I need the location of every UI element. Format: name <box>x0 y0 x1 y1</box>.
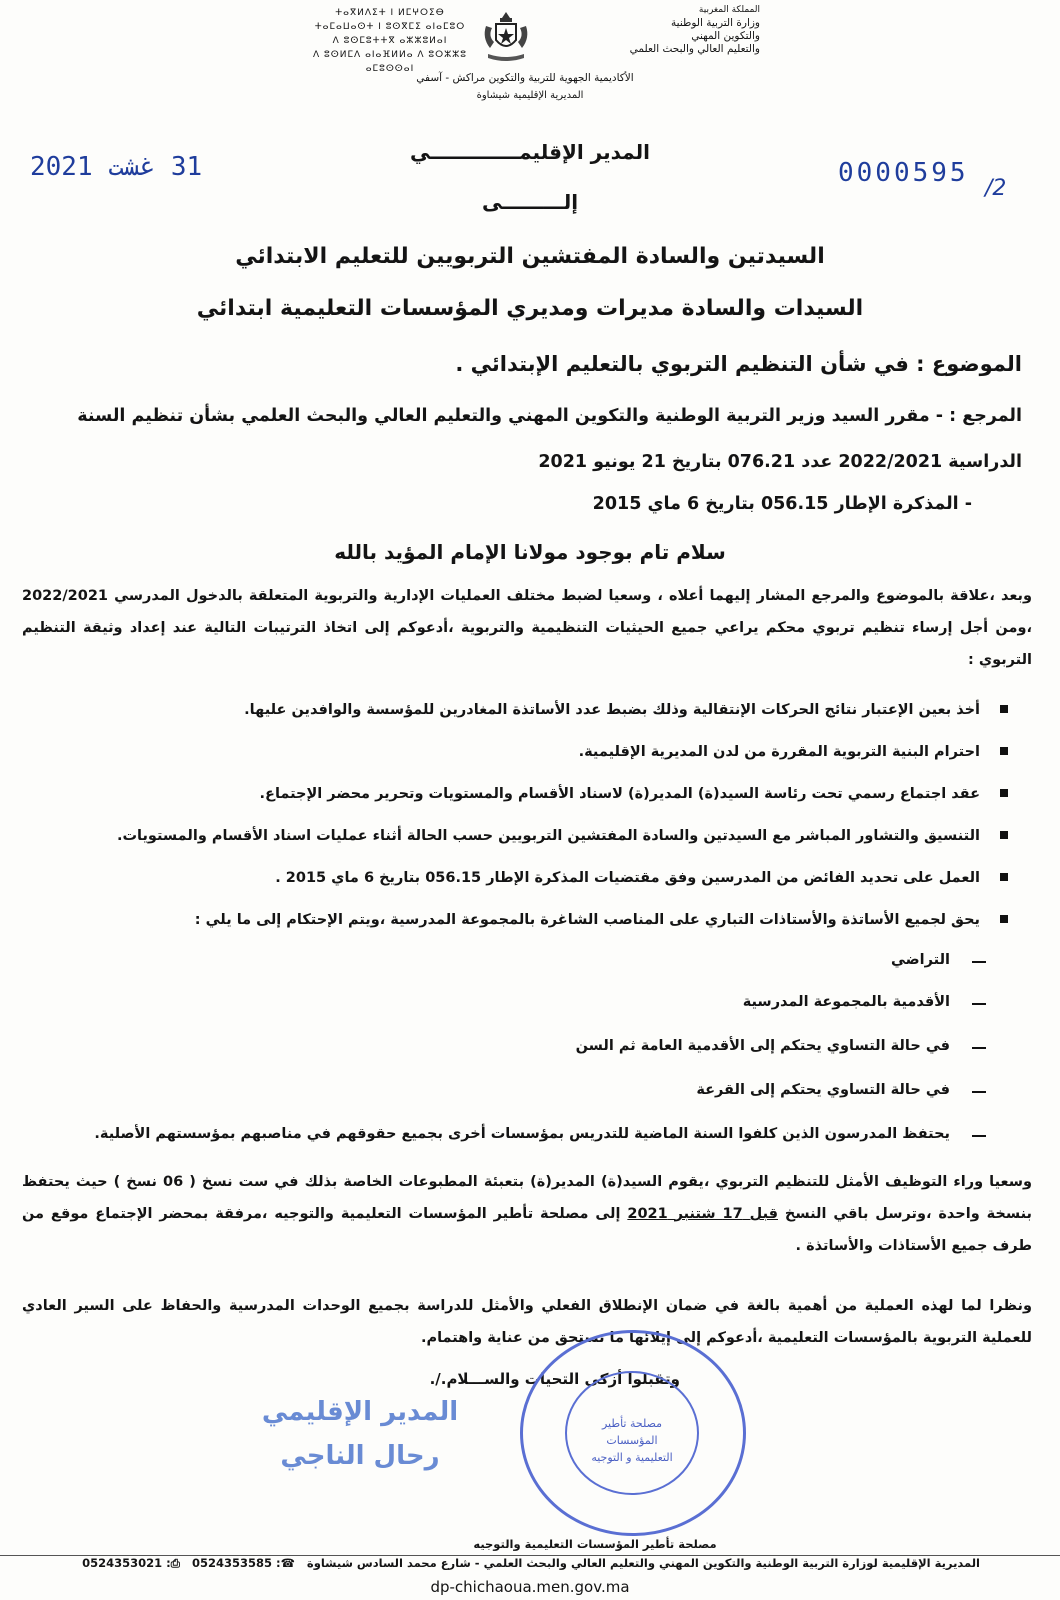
tifinagh-line-4: ⴷ ⵓⵙⵍⵎⴷ ⴰⵏⴰⴼⵍⵍⴰ ⴷ ⵓⵔⵣⵣⵓ ⴰⵎⵓⵙⵙⴰⵏ <box>313 50 467 74</box>
sub-list-item <box>50 1126 950 1142</box>
list-item <box>20 702 980 718</box>
instructions-paragraph <box>22 1166 1032 1262</box>
list-item-text: أخذ بعين الإعتبار نتائج الحركات الإنتقالية وذلك بضبط عدد الأساتذة المغادرين للمؤسسة والوافدين عليها. <box>244 702 980 718</box>
handwritten-signature <box>260 1390 460 1478</box>
footer-fax: 0524353021 <box>82 1556 163 1570</box>
official-seal <box>520 1330 746 1536</box>
list-item <box>20 744 980 760</box>
sub-list-item-text: الأقدمية بالمجموعة المدرسية <box>742 994 950 1010</box>
importance-paragraph: ونظرا لما لهذه العملية من أهمية بالغة في ضمان الإنطلاق الفعلي والأمثل للدراسة بجميع الوحدات المدرسية والحفاظ على السير العادي للعملية التربوية بالمؤسسات التعليمية ،أدعوكم إلى إيلائها ما تستحق من عناية واهتمام. <box>22 1298 1032 1346</box>
reference-line-1: المرجع : - مقرر السيد وزير التربية الوطنية والتكوين المهني والتعليم العالي والبحث العلمي بشأن تنظيم السنة <box>77 406 1022 426</box>
tifinagh-line-3: ⴷ ⵓⵙⵎⵓⵜⵜⴳ ⴰⵣⵣⵓⵍⴰⵏ <box>332 36 448 46</box>
sub-list-item-text: التراضي <box>890 952 950 968</box>
seal-inner-ring <box>565 1371 699 1495</box>
fax-icon: ⎙ <box>170 1556 180 1570</box>
ministry-line-3: والتعليم العالي والبحث العلمي <box>629 43 760 55</box>
seal-line-2: المؤسسات <box>606 1434 658 1447</box>
recipient-line-2: السيدات والسادة مديرات ومديري المؤسسات التعليمية ابتدائي <box>196 296 864 321</box>
intro-paragraph: وبعد ،علاقة بالموضوع والمرجع المشار إليهما أعلاه ، وسعيا لضبط مختلف العمليات الإدارية والتربوية المتعلقة بالدخول المدرسي 2022/2021 ،ومن أجل إرساء تنظيم تربوي محكم يراعي جميع الحيثيات التنظيمية والتربوية ،أدعوكم إلى اتخاذ الترتيبات التالية عند إعداد وثيقة التنظيم التربوي : <box>22 588 1032 668</box>
list-item <box>20 786 980 802</box>
sub-list-item-text: يحتفظ المدرسون الذين كلفوا السنة الماضية للتدريس بمؤسسات أخرى بجميع حقوقهم في مناصبهم بمؤسستهم الأصلية. <box>94 1126 950 1142</box>
instructions-text-start: وسعيا وراء التوظيف الأمثل للتنظيم التربوي ،يقوم السيد(ة) المدير(ة) بتعبئة المطبوعات الخاصة بذلك في ست نسخ ( 06 نسخ ) حيث يحتفظ بنسخة واحدة ،وترسل باقي النسخ <box>22 1174 1032 1222</box>
tifinagh-line-1: ⵜⴰⴳⵍⴷⵉⵜ ⵏ ⵍⵎⵖⵔⵉⴱ <box>335 8 445 18</box>
footer-address-text: المديرية الإقليمية لوزارة التربية الوطنية والتكوين المهني والتعليم العالي والبحث العلمي - شارع محمد السادس شيشاوة <box>306 1556 980 1570</box>
website-url[interactable]: dp-chichaoua.men.gov.ma <box>430 1578 630 1596</box>
reference-line-3: - المذكرة الإطار 056.15 بتاريخ 6 ماي 2015 <box>592 494 972 514</box>
seal-text <box>577 1415 687 1466</box>
ministry-header-arabic <box>540 4 760 56</box>
list-item <box>20 828 980 844</box>
sub-list-item <box>50 952 950 968</box>
bullet-marker <box>1000 915 1008 923</box>
dash-marker <box>972 961 986 963</box>
closing-greeting: وتقبلوا أزكى التحيات والســـلام./. <box>429 1370 680 1388</box>
bullet-marker <box>1000 705 1008 713</box>
list-item-text: احترام البنية التربوية المقررة من لدن المديرية الإقليمية. <box>578 744 980 760</box>
deadline-date: قبل 17 شتنبر 2021 <box>627 1206 778 1222</box>
dash-marker <box>972 1047 986 1049</box>
reference-number-stamp: 0000595 <box>838 158 969 188</box>
sub-list-item-text: في حالة التساوي يحتكم إلى القرعة <box>696 1082 950 1098</box>
dash-marker <box>972 1135 986 1137</box>
seal-caption: مصلحة تأطير المؤسسات التعليمية والتوجيه <box>473 1537 717 1551</box>
list-item-text: التنسيق والتشاور المباشر مع السيدتين والسادة المفتشين التربويين حسب الحالة أثناء عمليات اسناد الأقسام والمستويات. <box>116 828 980 844</box>
list-item-text: يحق لجميع الأساتذة والأستاذات التباري على المناصب الشاغرة بالمجموعة المدرسية ،ويتم الإحتكام إلى ما يلي : <box>194 912 980 928</box>
ministry-line-2: والتكوين المهني <box>691 30 760 42</box>
ministry-header-tifinagh <box>290 6 490 76</box>
sub-list-item-text: في حالة التساوي يحتكم إلى الأقدمية العامة ثم السن <box>575 1038 950 1054</box>
sub-list-item <box>50 1038 950 1054</box>
footer-address: المديرية الإقليمية لوزارة التربية الوطنية والتكوين المهني والتعليم العالي والبحث العلمي - شارع محمد السادس شيشاوة ☎: 0524353585 ⎙: 0524353021 <box>82 1556 980 1570</box>
list-item-text: العمل على تحديد الفائض من المدرسين وفق مقتضيات المذكرة الإطار 056.15 بتاريخ 6 ماي 2015 . <box>275 870 980 886</box>
moroccan-coat-of-arms-emblem <box>480 8 532 64</box>
sub-list-item <box>50 1082 950 1098</box>
phone-icon: ☎ <box>280 1556 295 1570</box>
salutation: سلام تام بوجود مولانا الإمام المؤيد بالله <box>334 540 726 564</box>
reference-line-2: الدراسية 2022/2021 عدد 076.21 بتاريخ 21 يونيو 2021 <box>538 452 1022 472</box>
sub-list-item <box>50 994 950 1010</box>
list-item <box>20 912 980 928</box>
subject-line: الموضوع : في شأن التنظيم التربوي بالتعليم الإبتدائي . <box>455 352 1022 376</box>
bullet-marker <box>1000 831 1008 839</box>
reference-number-suffix: /2 <box>985 176 1007 201</box>
footer-phone: 0524353585 <box>191 1556 272 1570</box>
ministry-line-1: وزارة التربية الوطنية <box>671 17 760 29</box>
recipient-line-1: السيدتين والسادة المفتشين التربويين للتعليم الابتدائي <box>235 244 825 269</box>
bullet-marker <box>1000 747 1008 755</box>
tifinagh-line-2: ⵜⴰⵎⴰⵡⴰⵙⵜ ⵏ ⵓⵙⴳⵎⵉ ⴰⵏⴰⵎⵓⵔ <box>314 22 466 32</box>
bullet-marker <box>1000 873 1008 881</box>
sender-title: المدير الإقليمـــــــــــــي <box>410 140 650 164</box>
academy-name: الأكاديمية الجهوية للتربية والتكوين مراكش - آسفي <box>416 72 634 84</box>
kingdom-label: المملكة المغربية <box>698 5 760 15</box>
signature-title: المدير الإقليمي <box>261 1397 459 1427</box>
instructions-text-end: إلى مصلحة تأطير المؤسسات التعليمية والتوجيه ،مرفقة بمحضر الإجتماع موقع من طرف جميع الأستاذات والأساتذة . <box>22 1206 1032 1254</box>
bullet-marker <box>1000 789 1008 797</box>
seal-line-3: التعليمية و التوجيه <box>591 1451 673 1464</box>
date-stamp: 31 غشت 2021 <box>30 152 203 182</box>
dash-marker <box>972 1003 986 1005</box>
to-label: إلـــــــــى <box>481 190 579 214</box>
directorate-name: المديرية الإقليمية شيشاوة <box>476 90 584 101</box>
dash-marker <box>972 1091 986 1093</box>
list-item <box>20 870 980 886</box>
list-item-text: عقد اجتماع رسمي تحت رئاسة السيد(ة) المدير(ة) لاسناد الأقسام والمستويات وتحرير محضر الإجتماع. <box>259 786 980 802</box>
signature-name: رحال الناجي <box>280 1441 440 1471</box>
seal-line-1: مصلحة تأطير <box>601 1417 663 1430</box>
